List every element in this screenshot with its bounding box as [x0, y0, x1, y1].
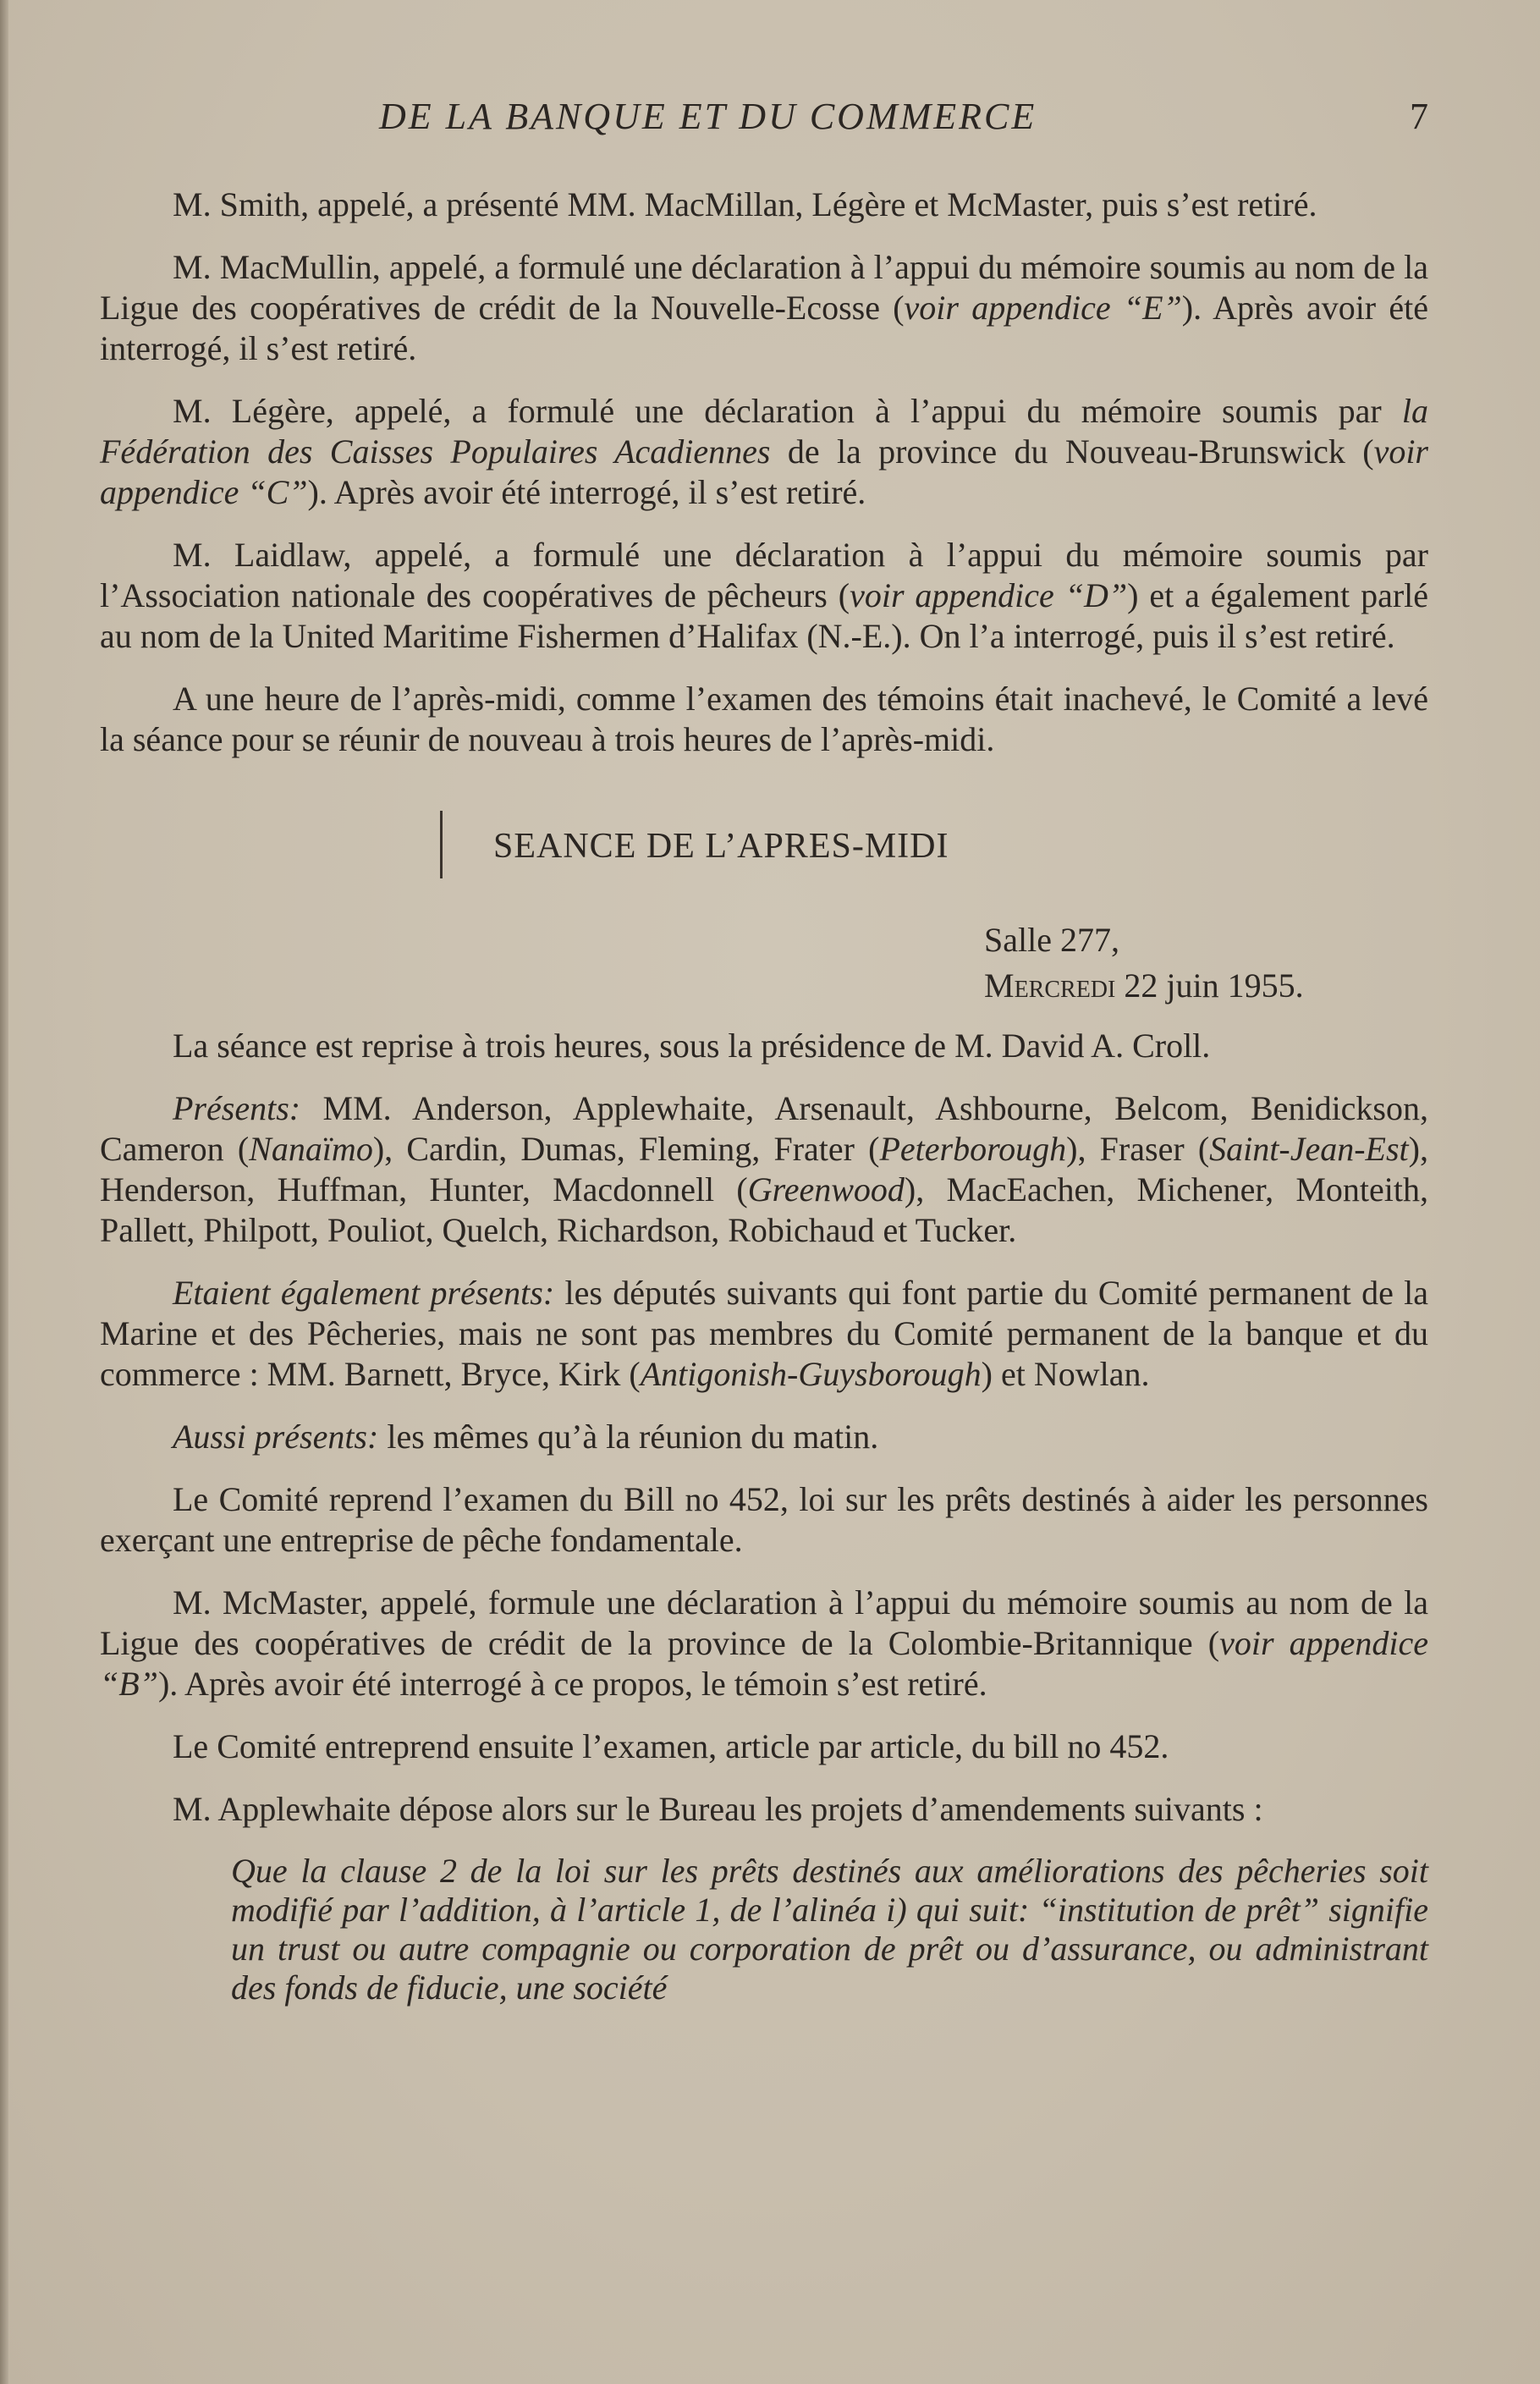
paragraph-aussi: Aussi présents: les mêmes qu’à la réunion du matin. — [173, 1418, 879, 1456]
running-title: DE LA BANQUE ET DU COMMERCE — [379, 96, 1037, 137]
appendix-ref: voir appendice “B” — [100, 1624, 1428, 1703]
paragraph-adjournment: A une heure de l’après-midi, comme l’examen des témoins était inachevé, le Comité a levé la séance pour se réunir de nouveau à trois heures de l’après-midi. — [100, 680, 1428, 758]
page-header — [100, 95, 1428, 146]
paragraph-laidlaw: M. Laidlaw, appelé, a formulé une déclaration à l’appui du mémoire soumis par l’Association nationale des coopératives de pêcheurs (voir appendice “D”) et a également parlé au nom de la United Maritime Fishermen d’Halifax (N.-E.). On l’a interrogé, puis il s’est retiré. — [100, 536, 1429, 655]
paragraph-applewhaite: M. Applewhaite dépose alors sur le Bureau les projets d’amendements suivants : — [173, 1790, 1263, 1828]
organization-name: la Fédération des Caisses Populaires Acadiennes — [100, 392, 1428, 471]
paragraph-mcmaster: M. McMaster, appelé, formule une déclaration à l’appui du mémoire soumis au nom de la Ligue des coopératives de crédit de la province de la Colombie-Britannique (voir appendice “B”). Après avoir été interrogé à ce propos, le témoin s’est retiré. — [100, 1583, 1428, 1703]
room: Salle 277, — [984, 921, 1119, 959]
label-presents: Présents: — [173, 1089, 301, 1127]
page-edge — [0, 0, 8, 2384]
appendix-ref: voir appendice “D” — [850, 576, 1128, 614]
paragraph-presents: Présents: MM. Anderson, Applewhaite, Arsenault, Ashbourne, Belcom, Benidickson, Cameron (Nanaïmo), Cardin, Dumas, Fleming, Frater (Peterborough), Fraser (Saint-Jean-Est), Henderson, Huffman, Hunter, Macdonnell (Greenwood), MacEachen, Michener, Monteith, Pallett, Philpott, Pouliot, Quelch, Richardson, Robichaud et Tucker. — [100, 1089, 1428, 1249]
appendix-ref: voir appendice “C” — [100, 432, 1428, 511]
margin-mark — [440, 811, 443, 878]
label-aussi: Aussi présents: — [173, 1418, 379, 1456]
page-number: 7 — [1410, 96, 1428, 137]
paragraph-legere: M. Légère, appelé, a formulé une déclaration à l’appui du mémoire soumis par la Fédération des Caisses Populaires Acadiennes de la province du Nouveau-Brunswick (voir appendice “C”). Après avoir été interrogé, il s’est retiré. — [100, 392, 1428, 511]
label-also-present: Etaient également présents: — [173, 1274, 555, 1312]
paragraph-macmullin: M. MacMullin, appelé, a formulé une déclaration à l’appui du mémoire soumis au nom de la Ligue des coopératives de crédit de la Nouvelle-Ecosse (voir appendice “E”). Après avoir été interrogé, il s’est retiré. — [100, 248, 1429, 367]
paragraph-also-present: Etaient également présents: les députés suivants qui font partie du Comité permanent de la Marine et des Pêcheries, mais ne sont pas membres du Comité permanent de la banque et du commerce : MM. Barnett, Bryce, Kirk (Antigonish-Guysborough) et Nowlan. — [100, 1274, 1429, 1393]
paragraph-bill: Le Comité reprend l’examen du Bill no 452, loi sur les prêts destinés à aider les personnes exerçant une entreprise de pêche fondamentale. — [100, 1480, 1428, 1559]
session-date: Mercredi 22 juin 1955. — [984, 966, 1304, 1005]
appendix-ref: voir appendice “E” — [904, 289, 1182, 327]
amendment-quote: Que la clause 2 de la loi sur les prêts destinés aux améliorations des pêcheries soit modifié par l’addition, à l’article 1, de l’alinéa i) qui suit: “institution de prêt” signifie un trust ou autre compagnie ou corporation de prêt ou d’assurance, ou administrant des fonds de fiducie, une société — [231, 1852, 1428, 2007]
document-body — [100, 184, 1428, 2007]
section-title: SEANCE DE L’APRES-MIDI — [100, 826, 1428, 867]
paragraph-smith: M. Smith, appelé, a présenté MM. MacMillan, Légère et McMaster, puis s’est retiré. — [173, 185, 1317, 223]
paragraph-examen: Le Comité entreprend ensuite l’examen, article par article, du bill no 452. — [173, 1727, 1169, 1765]
session-place — [984, 917, 1428, 1009]
paragraph-reprise: La séance est reprise à trois heures, sous la présidence de M. David A. Croll. — [173, 1027, 1211, 1065]
